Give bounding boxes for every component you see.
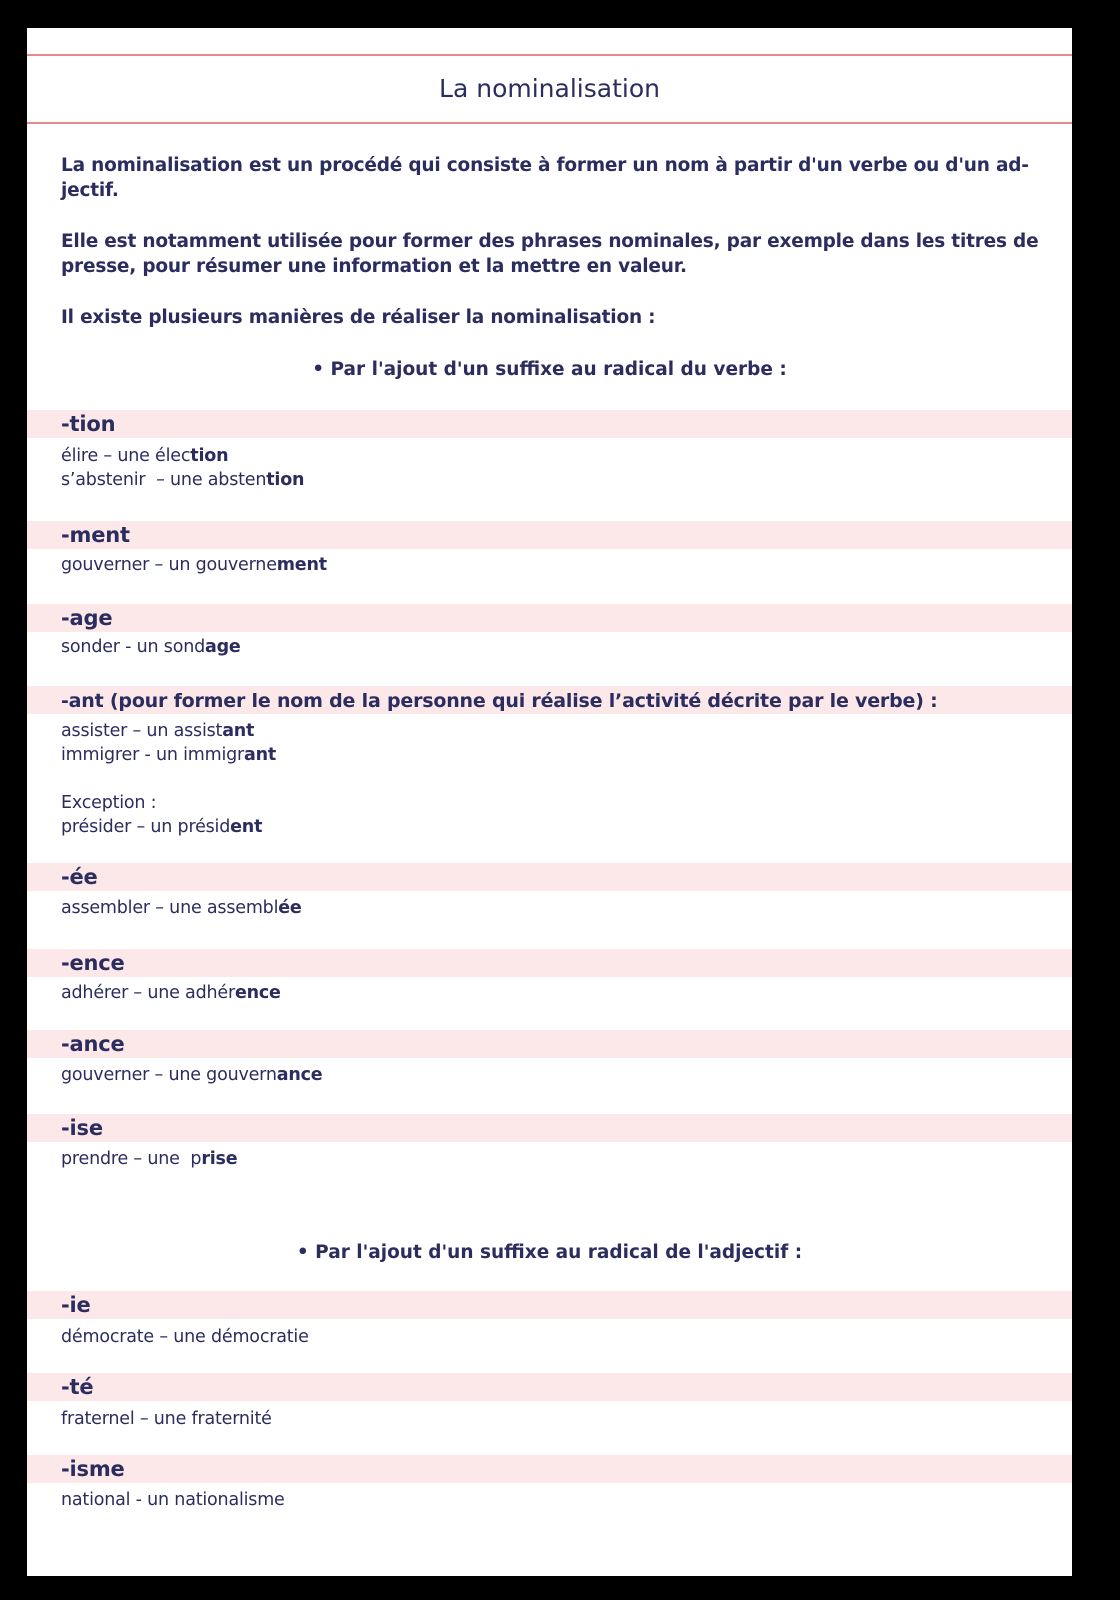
example-line: [61, 1147, 237, 1171]
suffix-band-ee: [27, 863, 1072, 891]
example-text: assembler – une assembl: [61, 898, 279, 918]
example-text: fraternel – une fraternité: [61, 1409, 272, 1429]
intro-paragraph-2: [61, 229, 1061, 279]
suffix-band-isme: [27, 1455, 1072, 1483]
suffix-highlight: ance: [276, 1065, 323, 1085]
suffix-label: -ée: [61, 865, 98, 889]
suffix-highlight: ment: [276, 555, 327, 575]
example-line: [61, 468, 304, 492]
suffix-band-ment: [27, 521, 1072, 549]
suffix-band-ie: [27, 1291, 1072, 1319]
example-line: [61, 719, 254, 743]
example-line: [61, 896, 302, 920]
example-line: [61, 444, 228, 468]
intro-line: Elle est notamment utilisée pour former des phrases nominales, par exemple dans les titres de: [61, 231, 1039, 252]
verb-section-heading: • Par l'ajout d'un suffixe au radical du verbe :: [312, 359, 787, 380]
suffix-highlight: rise: [201, 1149, 238, 1169]
suffix-highlight: ant: [222, 721, 255, 741]
suffix-label: -ise: [61, 1116, 103, 1140]
suffix-label: -ie: [61, 1293, 91, 1317]
example-text: assister – un assist: [61, 721, 223, 741]
suffix-highlight: tion: [266, 470, 305, 490]
example-text: élire – une élec: [61, 446, 191, 466]
suffix-highlight: tion: [190, 446, 229, 466]
intro-line: La nominalisation est un procédé qui consiste à former un nom à partir d'un verbe ou d'un ad-: [61, 155, 1029, 176]
exception-example: [61, 815, 262, 839]
suffix-label: -ment: [61, 523, 130, 547]
suffix-label: -ance: [61, 1032, 125, 1056]
suffix-label: -age: [61, 606, 113, 630]
example-text: prendre – une p: [61, 1149, 202, 1169]
intro-paragraph-3: [61, 305, 1061, 330]
suffix-band-ise: [27, 1114, 1072, 1142]
example-text: gouverner – une gouvern: [61, 1065, 277, 1085]
title-bottom-rule: [27, 122, 1072, 124]
page-title: La nominalisation: [439, 74, 660, 103]
intro-paragraph-1: [61, 153, 1061, 203]
example-text: immigrer - un immigr: [61, 745, 245, 765]
example-text: présider – un présid: [61, 817, 231, 837]
suffix-band-ant: [27, 686, 1072, 714]
suffix-label: -ant (pour former le nom de la personne qui réalise l’activité décrite par le verbe) :: [61, 690, 938, 712]
suffix-label: -té: [61, 1375, 94, 1399]
suffix-highlight: ée: [278, 898, 302, 918]
intro-line: Il existe plusieurs manières de réaliser la nominalisation :: [61, 307, 656, 328]
suffix-band-age: [27, 604, 1072, 632]
example-line: [61, 1325, 309, 1349]
suffix-highlight: ent: [230, 817, 263, 837]
example-line: [61, 743, 276, 767]
example-text: démocrate – une démocratie: [61, 1327, 309, 1347]
suffix-band-tion: [27, 410, 1072, 438]
suffix-band-te: [27, 1373, 1072, 1401]
example-line: [61, 1488, 285, 1512]
example-text: sonder - un sond: [61, 637, 205, 657]
suffix-band-ance: [27, 1030, 1072, 1058]
adjective-section-heading: • Par l'ajout d'un suffixe au radical de l'adjectif :: [296, 1242, 803, 1263]
suffix-highlight: ence: [234, 983, 281, 1003]
example-line: [61, 981, 281, 1005]
suffix-highlight: ant: [244, 745, 277, 765]
example-text: gouverner – un gouverne: [61, 555, 277, 575]
example-line: [61, 553, 327, 577]
example-line: [61, 1407, 272, 1431]
suffix-label: -isme: [61, 1457, 125, 1481]
suffix-band-ence: [27, 949, 1072, 977]
intro-line: presse, pour résumer une information et la mettre en valeur.: [61, 256, 687, 277]
suffix-label: -ence: [61, 951, 125, 975]
example-text: national - un nationalisme: [61, 1490, 285, 1510]
example-line: [61, 1063, 322, 1087]
example-text: adhérer – une adhér: [61, 983, 235, 1003]
example-text: s’abstenir – une absten: [61, 470, 267, 490]
suffix-highlight: age: [205, 637, 241, 657]
suffix-label: -tion: [61, 412, 116, 436]
example-line: [61, 635, 241, 659]
intro-line: jectif.: [61, 180, 119, 201]
top-rule: [27, 54, 1072, 56]
document-page: [27, 28, 1072, 1576]
exception-label: Exception :: [61, 793, 157, 813]
